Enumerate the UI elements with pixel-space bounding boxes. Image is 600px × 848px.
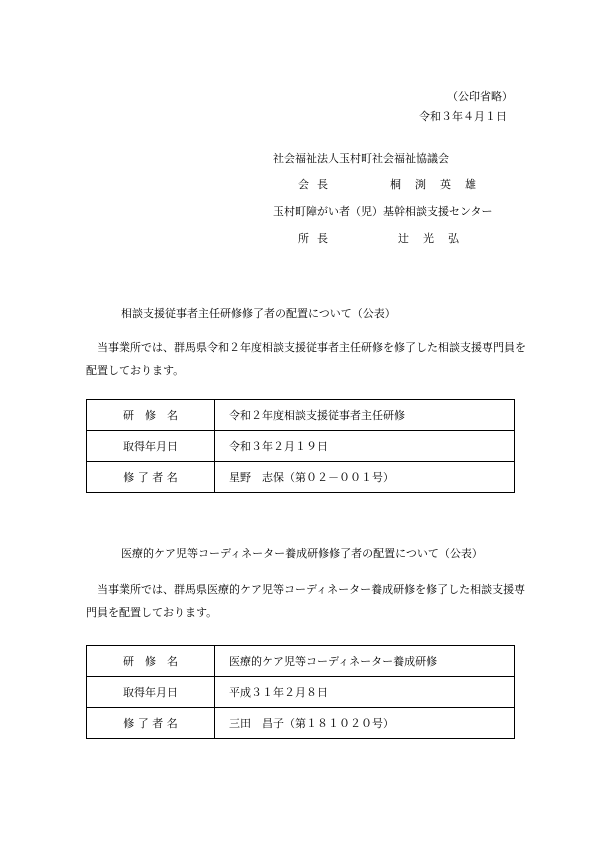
- row-value: 平成３１年２月８日: [215, 677, 515, 708]
- director-title: 所長: [298, 232, 336, 245]
- row-value: 三田 昌子（第１８１０２０号）: [215, 708, 515, 739]
- row-label: 取得年月日: [87, 677, 215, 708]
- row-value: 令和３年２月１９日: [215, 431, 515, 462]
- section2-paragraph: 当事業所では、群馬県医療的ケア児等コーディネーター養成研修を修了した相談支援専門員を配置しております。: [86, 583, 526, 619]
- row-value: 医療的ケア児等コーディネーター養成研修: [215, 646, 515, 677]
- row-label: 研 修 名: [87, 646, 215, 677]
- row-value: 令和２年度相談支援従事者主任研修: [215, 400, 515, 431]
- president-name: 桐渕英雄: [390, 178, 490, 191]
- section1-table: [86, 399, 515, 493]
- section1-paragraph: 当事業所では、群馬県令和２年度相談支援従事者主任研修を修了した相談支援専門員を配置しております。: [86, 341, 526, 377]
- section2-heading: 医療的ケア児等コーディネーター養成研修修了者の配置について（公表）: [121, 547, 483, 560]
- issue-date: 令和３年４月１日: [419, 110, 507, 123]
- row-label: 修 了 者 名: [87, 462, 215, 493]
- table-row: [87, 400, 515, 431]
- director-name: 辻光弘: [398, 232, 473, 245]
- seal-omitted-note: （公印省略）: [447, 90, 513, 103]
- table-row: [87, 708, 515, 739]
- president-title: 会長: [298, 178, 336, 191]
- table-row: [87, 462, 515, 493]
- organization-name: 社会福祉法人玉村町社会福祉協議会: [273, 152, 449, 165]
- section1-heading: 相談支援従事者主任研修修了者の配置について（公表）: [121, 307, 396, 320]
- section2-table: [86, 645, 515, 739]
- center-name: 玉村町障がい者（児）基幹相談支援センター: [273, 205, 493, 218]
- table-row: [87, 646, 515, 677]
- table-row: [87, 677, 515, 708]
- row-label: 取得年月日: [87, 431, 215, 462]
- row-value: 星野 志保（第０２－００１号）: [215, 462, 515, 493]
- row-label: 修 了 者 名: [87, 708, 215, 739]
- table-row: [87, 431, 515, 462]
- row-label: 研 修 名: [87, 400, 215, 431]
